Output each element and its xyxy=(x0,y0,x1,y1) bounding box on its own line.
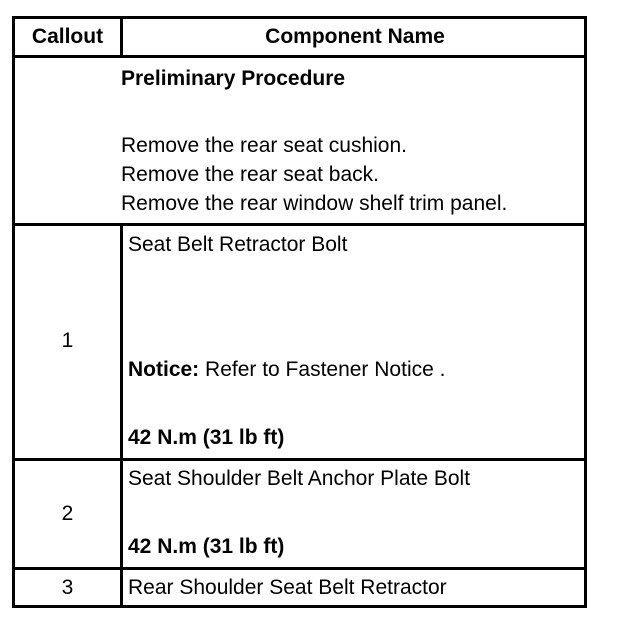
row-divider xyxy=(15,458,584,461)
callout-number: 2 xyxy=(61,502,74,525)
preliminary-procedure-title: Preliminary Procedure xyxy=(121,67,346,90)
callout-number: 1 xyxy=(61,329,74,352)
component-name: Seat Shoulder Belt Anchor Plate Bolt xyxy=(128,467,471,490)
notice-label: Notice: xyxy=(128,358,200,381)
torque-spec: 42 N.m (31 lb ft) xyxy=(128,426,285,449)
row-divider xyxy=(15,55,584,58)
column-divider xyxy=(120,225,123,605)
torque-spec: 42 N.m (31 lb ft) xyxy=(128,535,285,558)
row-divider xyxy=(15,223,584,226)
preliminary-step: Remove the rear seat back. xyxy=(121,163,379,186)
notice-text: Refer to Fastener Notice . xyxy=(199,358,446,381)
component-name-column-header: Component Name xyxy=(265,25,445,48)
preliminary-step: Remove the rear seat cushion. xyxy=(121,134,407,157)
notice-line xyxy=(128,356,445,384)
procedure-table xyxy=(12,16,587,608)
callout-number: 3 xyxy=(61,576,74,599)
row-divider xyxy=(15,567,584,570)
callout-column-header: Callout xyxy=(31,25,104,48)
preliminary-step: Remove the rear window shelf trim panel. xyxy=(121,192,508,215)
component-name: Seat Belt Retractor Bolt xyxy=(128,233,348,256)
component-name: Rear Shoulder Seat Belt Retractor xyxy=(128,576,447,599)
